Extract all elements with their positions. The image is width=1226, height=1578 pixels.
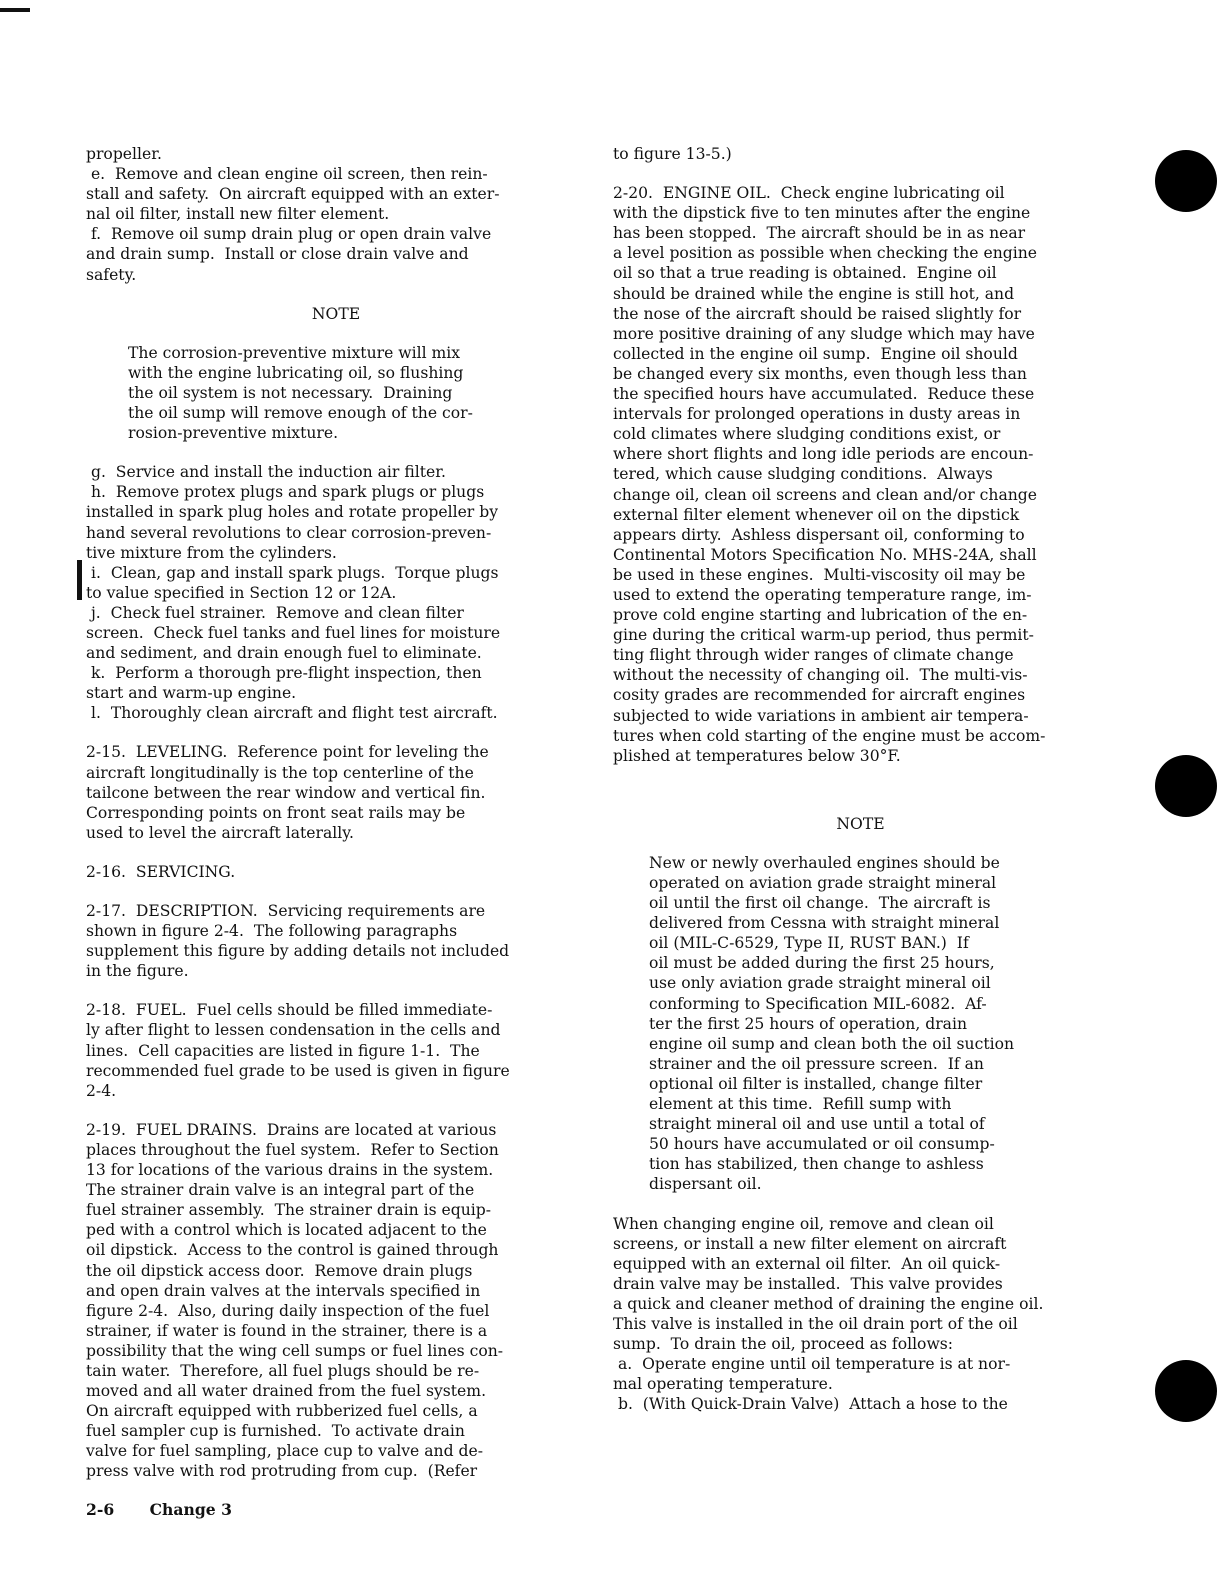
binder-hole-middle xyxy=(1155,755,1217,817)
text-line: engine oil sump and clean both the oil suction xyxy=(649,1034,1014,1053)
text-line: New or newly overhauled engines should be xyxy=(649,853,1000,872)
text-line: Continental Motors Specification No. MHS-24A, shall xyxy=(613,545,1037,564)
text-line: oil so that a true reading is obtained. Engine oil xyxy=(613,264,997,283)
text-line: in the figure. xyxy=(86,962,189,981)
text-line: b. (With Quick-Drain Valve) Attach a hose to the xyxy=(613,1395,1008,1414)
text-line: rosion-preventive mixture. xyxy=(128,424,339,443)
text-line: dispersant oil. xyxy=(649,1175,762,1194)
text-line: use only aviation grade straight mineral oil xyxy=(649,974,991,993)
text-line: oil (MIL-C-6529, Type II, RUST BAN.) If xyxy=(649,934,969,953)
text-line: strainer and the oil pressure screen. If an xyxy=(649,1054,984,1073)
page-number: 2-6 xyxy=(86,1500,115,1519)
text-line: intervals for prolonged operations in dusty areas in xyxy=(613,405,1021,424)
text-line: 50 hours have accumulated or oil consump- xyxy=(649,1135,995,1154)
text-line: k. Perform a thorough pre-flight inspection, then xyxy=(86,664,482,683)
text-line: tailcone between the rear window and vertical fin. xyxy=(86,783,486,802)
text-line: the oil dipstick access door. Remove drain plugs xyxy=(86,1261,473,1280)
preservation-steps-top xyxy=(86,144,586,285)
text-line: without the necessity of changing oil. The multi-vis- xyxy=(613,666,1028,685)
note-title-left: NOTE xyxy=(311,304,361,323)
text-line: shown in figure 2-4. The following paragraphs xyxy=(86,922,458,941)
section-2-20-engine-oil xyxy=(613,183,1108,766)
binder-hole-bottom xyxy=(1155,1360,1217,1422)
text-line: fuel strainer assembly. The strainer drain is equip- xyxy=(86,1201,492,1220)
text-line: oil dipstick. Access to the control is gained through xyxy=(86,1241,499,1260)
text-line: the oil system is not necessary. Draining xyxy=(128,383,453,402)
text-line: and open drain valves at the intervals specified in xyxy=(86,1281,481,1300)
text-line: drain valve may be installed. This valve provides xyxy=(613,1274,1003,1293)
text-line: the nose of the aircraft should be raised slightly for xyxy=(613,304,1022,323)
text-line: with the engine lubricating oil, so flushing xyxy=(128,363,464,382)
text-line: hand several revolutions to clear corrosion-preven- xyxy=(86,523,492,542)
text-line: start and warm-up engine. xyxy=(86,684,297,703)
section-2-19-fuel-drains xyxy=(86,1120,586,1482)
text-line: Corresponding points on front seat rails may be xyxy=(86,803,466,822)
text-line: cold climates where sludging conditions exist, or xyxy=(613,425,1001,444)
text-line: stall and safety. On aircraft equipped with an exter- xyxy=(86,185,500,204)
right-column xyxy=(613,144,1108,1414)
text-line: On aircraft equipped with rubberized fuel cells, a xyxy=(86,1402,478,1421)
text-line: press valve with rod protruding from cup. (Refer xyxy=(86,1462,478,1481)
text-line: j. Check fuel strainer. Remove and clean filter xyxy=(86,603,464,622)
text-line: g. Service and install the induction air filter. xyxy=(86,463,446,482)
text-line: element at this time. Refill sump with xyxy=(649,1095,952,1114)
text-line: When changing engine oil, remove and clean oil xyxy=(613,1214,994,1233)
text-line: used to level the aircraft laterally. xyxy=(86,823,354,842)
text-line: tive mixture from the cylinders. xyxy=(86,543,337,562)
text-line: 13 for locations of the various drains in the system. xyxy=(86,1161,494,1180)
text-line: equipped with an external oil filter. An oil quick- xyxy=(613,1254,1001,1273)
text-line: a. Operate engine until oil temperature is at nor- xyxy=(613,1355,1011,1374)
text-line: figure 2-4. Also, during daily inspection of the fuel xyxy=(86,1301,490,1320)
continuation-text xyxy=(613,144,1108,164)
text-line: ting flight through wider ranges of climate change xyxy=(613,646,1014,665)
text-line: The strainer drain valve is an integral part of the xyxy=(86,1181,475,1200)
text-line: i. Clean, gap and install spark plugs. Torque plugs xyxy=(86,563,499,582)
section-2-18-fuel xyxy=(86,1000,586,1100)
text-line: oil must be added during the first 25 hours, xyxy=(649,954,995,973)
text-line: tered, which cause sludging conditions. Always xyxy=(613,465,993,484)
page-footer xyxy=(86,1500,262,1519)
text-line: to value specified in Section 12 or 12A. xyxy=(86,583,397,602)
text-line: a quick and cleaner method of draining the engine oil. xyxy=(613,1294,1044,1313)
text-line: be changed every six months, even though less than xyxy=(613,364,1027,383)
text-line: conforming to Specification MIL-6082. Af- xyxy=(649,994,987,1013)
text-line: possibility that the wing cell sumps or fuel lines con- xyxy=(86,1341,504,1360)
text-line: 2-20. ENGINE OIL. Check engine lubricating oil xyxy=(613,184,1005,203)
text-line: and drain sump. Install or close drain valve and xyxy=(86,245,469,264)
text-line: prove cold engine starting and lubrication of the en- xyxy=(613,606,1028,625)
text-line: strainer, if water is found in the strainer, there is a xyxy=(86,1321,488,1340)
text-line: oil until the first oil change. The aircraft is xyxy=(649,894,991,913)
text-line: straight mineral oil and use until a total of xyxy=(649,1115,985,1134)
note-title-right: NOTE xyxy=(836,814,885,833)
text-line: h. Remove protex plugs and spark plugs or plugs xyxy=(86,483,485,502)
text-line: where short flights and long idle periods are encoun- xyxy=(613,445,1034,464)
text-line: to figure 13-5.) xyxy=(613,145,732,163)
text-line: collected in the engine oil sump. Engine oil should xyxy=(613,344,1018,363)
text-line: tain water. Therefore, all fuel plugs should be re- xyxy=(86,1361,480,1380)
text-line: 2-18. FUEL. Fuel cells should be filled immediate- xyxy=(86,1001,493,1020)
text-line: subjected to wide variations in ambient air tempera- xyxy=(613,706,1029,725)
text-line: cosity grades are recommended for aircraft engines xyxy=(613,686,1026,705)
text-line: ter the first 25 hours of operation, drain xyxy=(649,1014,967,1033)
text-line: The corrosion-preventive mixture will mix xyxy=(128,343,461,362)
text-line: moved and all water drained from the fuel system. xyxy=(86,1382,487,1401)
text-line: tion has stabilized, then change to ashless xyxy=(649,1155,984,1174)
oil-change-procedure xyxy=(613,1214,1108,1415)
text-line: plished at temperatures below 30°F. xyxy=(613,746,901,765)
text-line: propeller. xyxy=(86,145,162,163)
text-line: installed in spark plug holes and rotate propeller by xyxy=(86,503,499,522)
text-line: optional oil filter is installed, change filter xyxy=(649,1074,983,1093)
text-line: aircraft longitudinally is the top centerline of the xyxy=(86,763,474,782)
text-line: with the dipstick five to ten minutes after the engine xyxy=(613,204,1031,223)
text-line: gine during the critical warm-up period, thus permit- xyxy=(613,626,1034,645)
text-line: This valve is installed in the oil drain port of the oil xyxy=(613,1314,1018,1333)
text-line: f. Remove oil sump drain plug or open drain valve xyxy=(86,225,492,244)
text-line: used to extend the operating temperature range, im- xyxy=(613,585,1032,604)
text-line: more positive draining of any sludge which may have xyxy=(613,324,1035,343)
text-line: nal oil filter, install new filter element. xyxy=(86,205,390,224)
text-line: operated on aviation grade straight mineral xyxy=(649,874,997,892)
text-line: 2-19. FUEL DRAINS. Drains are located at various xyxy=(86,1120,497,1139)
revision-change-bar xyxy=(77,560,82,600)
text-line: 2-15. LEVELING. Reference point for leveling the xyxy=(86,743,489,762)
text-line: be used in these engines. Multi-viscosity oil may be xyxy=(613,565,1026,584)
text-line: l. Thoroughly clean aircraft and flight test aircraft. xyxy=(86,704,498,723)
text-line: should be drained while the engine is still hot, and xyxy=(613,284,1015,303)
section-2-15-leveling xyxy=(86,742,586,842)
text-line: fuel sampler cup is furnished. To activate drain xyxy=(86,1422,465,1441)
text-line: the specified hours have accumulated. Reduce these xyxy=(613,385,1035,404)
text-line: 2-17. DESCRIPTION. Servicing requirements are xyxy=(86,902,486,920)
text-line: e. Remove and clean engine oil screen, then rein- xyxy=(86,165,488,184)
text-line: screen. Check fuel tanks and fuel lines for moisture xyxy=(86,623,501,642)
binder-hole-top xyxy=(1155,150,1217,212)
text-line: places throughout the fuel system. Refer to Section xyxy=(86,1140,499,1159)
left-column xyxy=(86,144,586,1482)
text-line: safety. xyxy=(86,265,137,284)
text-line: a level position as possible when checking the engine xyxy=(613,244,1038,263)
text-line: mal operating temperature. xyxy=(613,1375,833,1394)
note-body-right xyxy=(613,853,1108,1195)
section-2-16-servicing xyxy=(86,862,586,882)
text-line: recommended fuel grade to be used is given in figure xyxy=(86,1061,510,1080)
text-line: sump. To drain the oil, proceed as follows: xyxy=(613,1335,954,1354)
text-line: has been stopped. The aircraft should be in as near xyxy=(613,224,1026,243)
text-line: ped with a control which is located adjacent to the xyxy=(86,1221,487,1240)
note-body-left xyxy=(86,343,586,443)
text-line: lines. Cell capacities are listed in figure 1-1. The xyxy=(86,1041,480,1060)
text-line: 2-4. xyxy=(86,1081,117,1100)
text-line: supplement this figure by adding details not included xyxy=(86,942,510,961)
text-line: external filter element whenever oil on the dipstick xyxy=(613,505,1020,524)
text-line: valve for fuel sampling, place cup to valve and de- xyxy=(86,1442,483,1461)
text-line: tures when cold starting of the engine must be accom- xyxy=(613,726,1046,745)
section-2-17-description xyxy=(86,901,586,981)
text-line: delivered from Cessna with straight mineral xyxy=(649,914,1000,933)
text-line: screens, or install a new filter element on aircraft xyxy=(613,1234,1007,1253)
text-line: 2-16. SERVICING. xyxy=(86,862,236,881)
text-line: appears dirty. Ashless dispersant oil, conforming to xyxy=(613,525,1025,544)
scan-corner-mark xyxy=(0,8,30,12)
text-line: and sediment, and drain enough fuel to eliminate. xyxy=(86,644,482,663)
text-line: the oil sump will remove enough of the cor- xyxy=(128,404,473,423)
text-line: change oil, clean oil screens and clean and/or change xyxy=(613,485,1038,504)
text-line: ly after flight to lessen condensation in the cells and xyxy=(86,1021,501,1040)
preservation-steps xyxy=(86,462,586,723)
change-label: Change 3 xyxy=(149,1500,232,1519)
